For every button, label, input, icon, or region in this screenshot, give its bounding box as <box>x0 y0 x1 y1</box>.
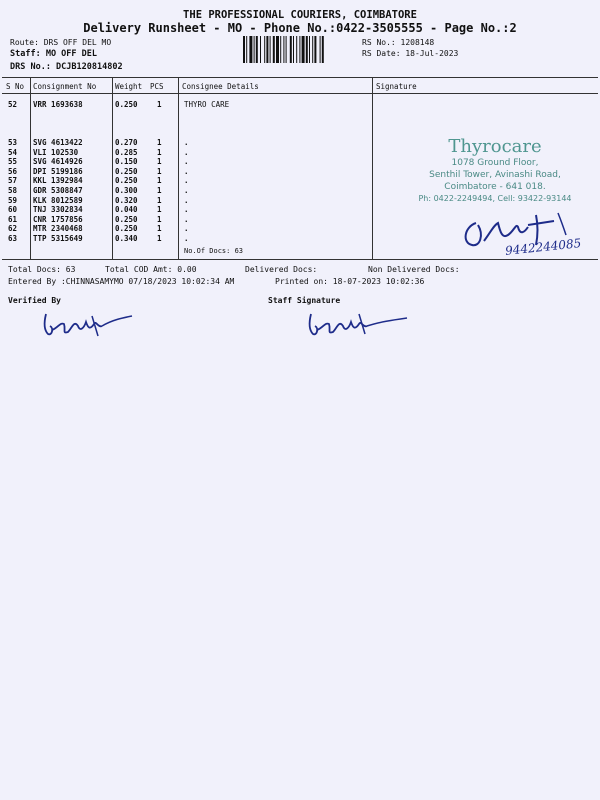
col-header-consignee: Consignee Details <box>182 82 259 91</box>
row-consignment: GDR 5308847 <box>33 186 83 195</box>
row-pcs: 1 <box>157 195 162 205</box>
stamp-phone: Ph: 0422-2249494, Cell: 93422-93144 <box>418 194 572 203</box>
row-sno: 55 <box>8 157 18 167</box>
row-weight: 0.250 <box>115 214 138 224</box>
row-consignee: . <box>184 195 189 205</box>
row-sno: 63 <box>8 234 18 243</box>
col-divider <box>30 77 31 259</box>
table-header-rule <box>2 93 598 94</box>
thyrocare-stamp <box>400 136 590 205</box>
row-pcs: 1 <box>157 100 162 109</box>
row-weight: 0.320 <box>115 195 138 205</box>
row-sno: 57 <box>8 176 18 186</box>
row-consignment: TTP 5315649 <box>33 234 83 243</box>
handwritten-phone: 9442244085 <box>504 236 582 258</box>
row-pcs: 1 <box>157 166 162 176</box>
row-consignee: . <box>184 157 189 167</box>
row-consignee: . <box>184 138 189 147</box>
row-consignee: . <box>184 234 189 243</box>
row-sno: 56 <box>8 166 18 176</box>
row-weight: 0.250 <box>115 224 138 234</box>
row-pcs: 1 <box>157 234 162 243</box>
printed-on: Printed on: 18-07-2023 10:02:36 <box>275 277 425 286</box>
row-consignee: THYRO CARE <box>184 100 230 109</box>
row-consignee: . <box>184 186 189 195</box>
row-pcs: 1 <box>157 157 162 167</box>
delivered-docs: Delivered Docs: <box>245 265 318 274</box>
row-consignee: . <box>184 205 189 215</box>
row-pcs: 1 <box>157 147 162 157</box>
stamp-address-3: Coimbatore - 641 018. <box>444 182 546 192</box>
row-sno: 54 <box>8 147 18 157</box>
stamp-brand: Thyrocare <box>448 136 542 157</box>
row-pcs: 1 <box>157 186 162 195</box>
table-top-rule <box>2 77 598 78</box>
row-pcs: 1 <box>157 214 162 224</box>
row-consignment: VLI 102530 <box>33 147 79 157</box>
row-sno: 53 <box>8 138 18 147</box>
row-consignee: . <box>184 224 189 234</box>
row-sno: 58 <box>8 186 18 195</box>
rs-number: RS No.: 1208148 <box>362 38 435 47</box>
row-pcs: 1 <box>157 176 162 186</box>
runsheet-title: Delivery Runsheet - MO - Phone No.:0422-3505555 - Page No.:2 <box>83 21 517 35</box>
no-of-docs: No.Of Docs: 63 <box>184 247 244 255</box>
row-consignee: . <box>184 214 189 224</box>
staff-label: Staff: MO OFF DEL <box>10 49 97 59</box>
route-label: Route: DRS OFF DEL MO <box>10 38 112 47</box>
stamp-address-2: Senthil Tower, Avinashi Road, <box>429 170 561 180</box>
row-consignment: DPI 5199186 <box>33 166 83 176</box>
col-divider <box>178 77 179 259</box>
row-consignment: MTR 2340468 <box>33 224 83 234</box>
barcode-icon <box>243 36 355 63</box>
col-divider <box>112 77 113 259</box>
row-weight: 0.250 <box>115 176 138 186</box>
non-delivered-docs: Non Delivered Docs: <box>368 265 460 274</box>
col-header-consignment: Consignment No <box>33 82 97 91</box>
row-consignee: . <box>184 147 189 157</box>
row-weight: 0.250 <box>115 166 138 176</box>
row-consignment: TNJ 3302834 <box>33 205 83 215</box>
staff-signature-label: Staff Signature <box>268 296 341 305</box>
row-weight: 0.340 <box>115 234 138 243</box>
total-docs: Total Docs: 63 <box>8 265 76 274</box>
row-sno: 61 <box>8 214 18 224</box>
col-header-pcs: PCS <box>150 82 164 91</box>
col-header-weight: Weight <box>115 82 143 91</box>
row-weight: 0.150 <box>115 157 138 167</box>
total-cod: Total COD Amt: 0.00 <box>105 265 197 274</box>
drs-number: DRS No.: DCJB120814802 <box>10 62 123 72</box>
rs-date: RS Date: 18-Jul-2023 <box>362 49 459 58</box>
row-weight: 0.270 <box>115 138 138 147</box>
row-pcs: 1 <box>157 138 162 147</box>
verifier-signature <box>40 306 135 340</box>
company-name: THE PROFESSIONAL COURIERS, COIMBATORE <box>183 9 417 21</box>
entered-by: Entered By :CHINNASAMYMO 07/18/2023 10:02:34 AM <box>8 277 235 286</box>
row-consignment: KKL 1392984 <box>33 176 83 186</box>
row-weight: 0.040 <box>115 205 138 215</box>
row-consignee: . <box>184 166 189 176</box>
row-consignment: KLK 8012589 <box>33 195 83 205</box>
col-header-sno: S No <box>6 82 25 91</box>
row-consignee: . <box>184 176 189 186</box>
row-sno: 52 <box>8 100 18 109</box>
col-header-signature: Signature <box>376 82 417 91</box>
row-consignment: VRR 1693638 <box>33 100 83 109</box>
row-weight: 0.300 <box>115 186 138 195</box>
row-consignment: CNR 1757856 <box>33 214 83 224</box>
row-consignment: SVG 4613422 <box>33 138 83 147</box>
row-pcs: 1 <box>157 205 162 215</box>
staff-signature <box>305 306 410 340</box>
verified-by-label: Verified By <box>8 296 61 305</box>
row-sno: 59 <box>8 195 18 205</box>
row-sno: 62 <box>8 224 18 234</box>
row-consignment: SVG 4614926 <box>33 157 83 167</box>
row-pcs: 1 <box>157 224 162 234</box>
row-sno: 60 <box>8 205 18 215</box>
row-weight: 0.285 <box>115 147 138 157</box>
stamp-address-1: 1078 Ground Floor, <box>451 158 539 168</box>
col-divider <box>372 77 373 259</box>
row-weight: 0.250 <box>115 100 138 109</box>
